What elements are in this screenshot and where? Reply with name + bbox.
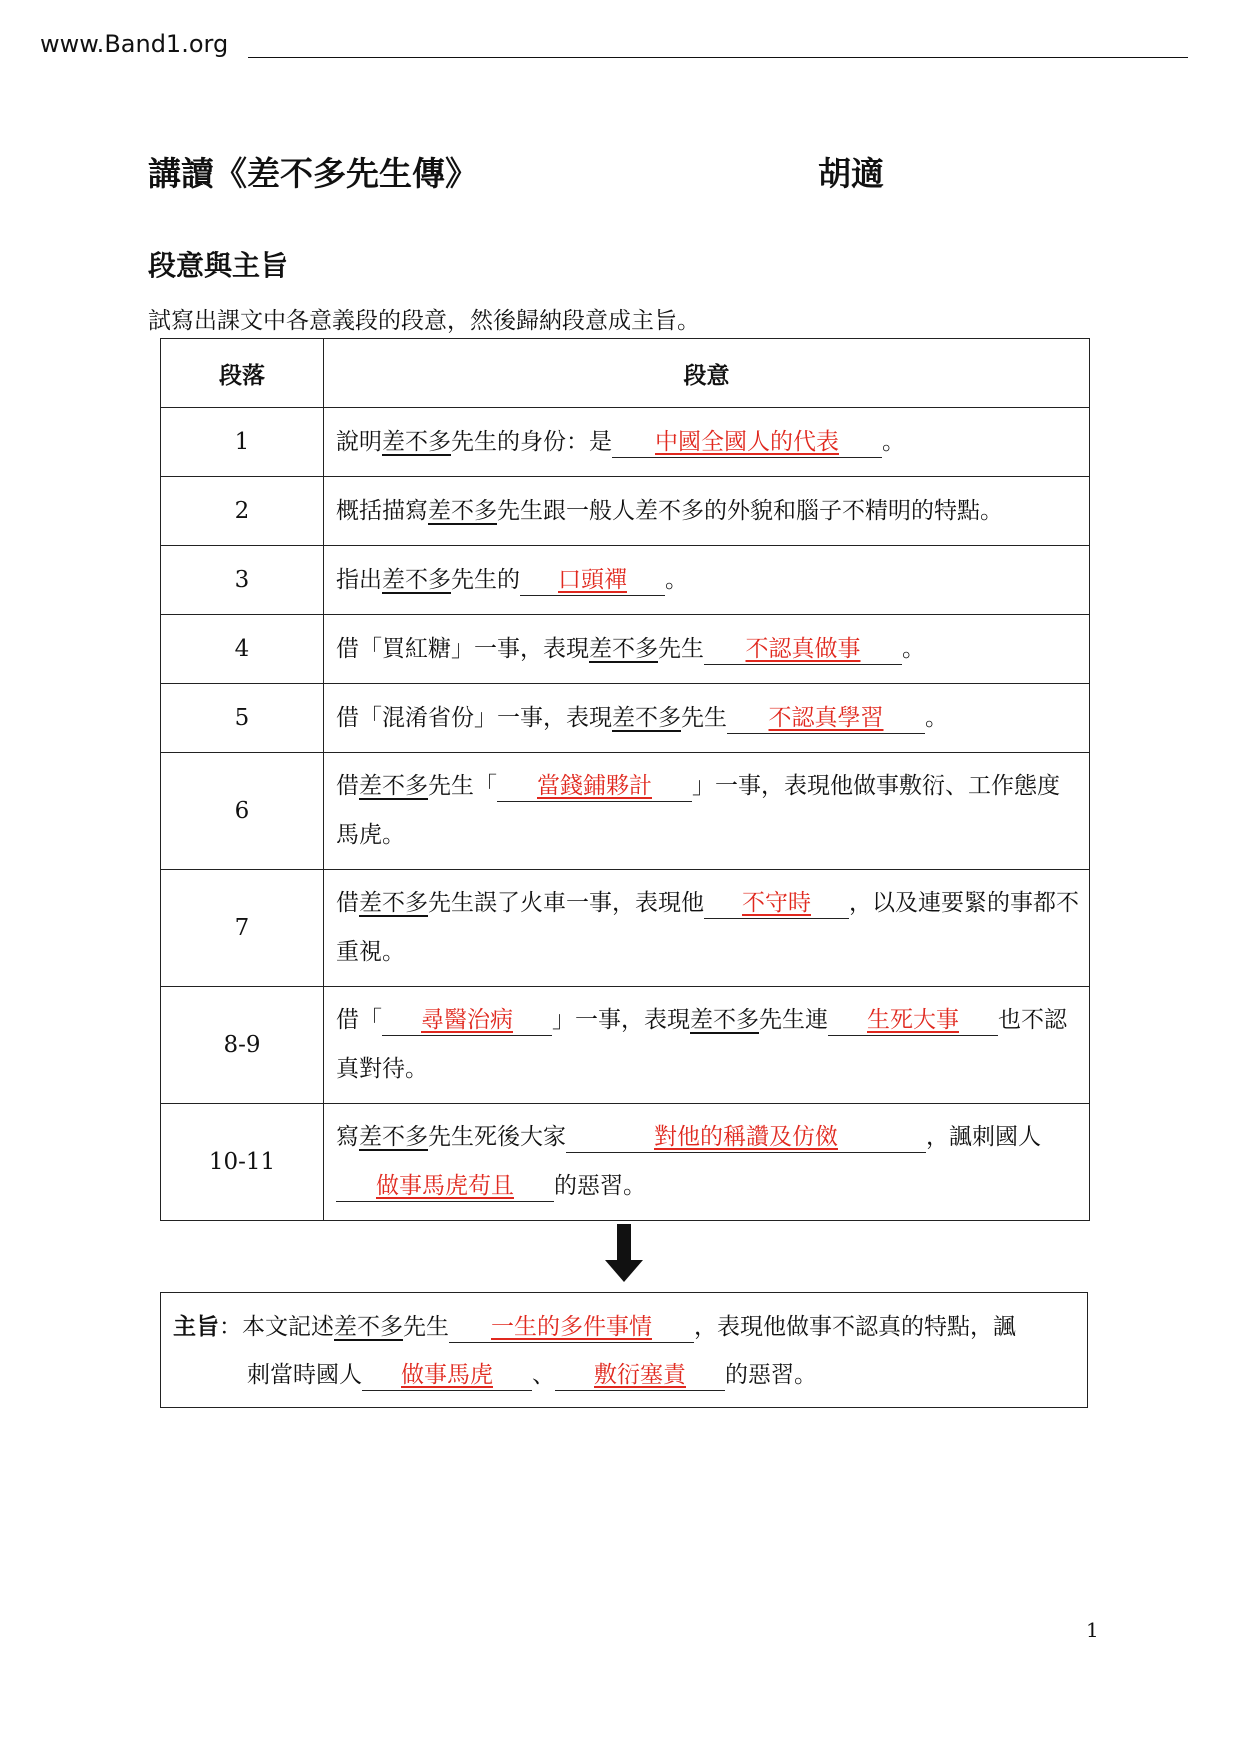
answer-blank: 生死大事 <box>828 1005 998 1036</box>
header-paragraph: 段落 <box>161 339 324 408</box>
row-meaning: 借「混淆省份」一事，表現差不多先生 不認真學習 。 <box>324 684 1090 753</box>
down-arrow-icon <box>605 1224 643 1282</box>
name-underlined: 差不多 <box>612 704 681 731</box>
theme-line-2: 刺當時國人 做事馬虎 、 敷衍塞責 的惡習。 <box>247 1355 817 1395</box>
row-meaning: 說明差不多先生的身份：是 中國全國人的代表 。 <box>324 408 1090 477</box>
answer-blank: 一生的多件事情 <box>449 1312 694 1343</box>
table-row <box>161 987 1090 1104</box>
answer-blank: 不認真學習 <box>727 703 925 734</box>
author: 胡適 <box>818 154 884 193</box>
table-row <box>161 615 1090 684</box>
row-number: 3 <box>161 546 324 615</box>
theme-box <box>160 1292 1088 1408</box>
name-underlined: 差不多 <box>359 773 428 799</box>
answer-blank: 做事馬虎 <box>362 1360 532 1391</box>
row-number: 4 <box>161 615 324 684</box>
header-meaning: 段意 <box>324 339 1090 408</box>
answer-blank: 當錢鋪夥計 <box>497 771 692 802</box>
theme-line-1: 主旨：本文記述差不多先生 一生的多件事情 ，表現他做事不認真的特點，諷 <box>173 1307 1016 1347</box>
row-number: 2 <box>161 477 324 546</box>
table-row <box>161 408 1090 477</box>
row-meaning: 寫差不多先生死後大家 對他的稱讚及仿傚 ，諷刺國人做事馬虎苟且 的惡習。 <box>324 1104 1090 1221</box>
answer-blank: 做事馬虎苟且 <box>336 1171 554 1202</box>
name-underlined: 差不多 <box>428 497 497 524</box>
row-number: 8-9 <box>161 987 324 1104</box>
table-row <box>161 753 1090 870</box>
paragraph-meaning-table <box>160 338 1090 1221</box>
row-number: 1 <box>161 408 324 477</box>
name-underlined: 差不多 <box>382 428 451 455</box>
row-meaning: 指出差不多先生的 口頭禪 。 <box>324 546 1090 615</box>
row-meaning: 概括描寫差不多先生跟一般人差不多的外貌和腦子不精明的特點。 <box>324 477 1090 546</box>
section-title: 段意與主旨 <box>148 249 289 282</box>
name-underlined: 差不多 <box>359 890 428 916</box>
row-meaning: 借「 尋醫治病 」一事，表現差不多先生連 生死大事 也不認真對待。 <box>324 987 1090 1104</box>
page-number: 1 <box>1086 1618 1099 1642</box>
name-underlined: 差不多 <box>589 635 658 662</box>
name-underlined: 差不多 <box>690 1007 759 1033</box>
answer-blank: 不認真做事 <box>704 634 902 665</box>
row-number: 6 <box>161 753 324 870</box>
name-underlined: 差不多 <box>334 1314 403 1340</box>
table-row <box>161 684 1090 753</box>
row-meaning: 借「買紅糖」一事，表現差不多先生 不認真做事 。 <box>324 615 1090 684</box>
answer-blank: 中國全國人的代表 <box>612 427 882 458</box>
table-row <box>161 1104 1090 1221</box>
answer-blank: 尋醫治病 <box>382 1005 552 1036</box>
page-title: 講讀《差不多先生傳》 <box>148 154 478 193</box>
site-url: www.Band1.org <box>40 30 229 58</box>
row-number: 5 <box>161 684 324 753</box>
name-underlined: 差不多 <box>359 1124 428 1150</box>
theme-label: 主旨 <box>173 1314 219 1340</box>
row-number: 10-11 <box>161 1104 324 1221</box>
answer-blank: 不守時 <box>704 888 849 919</box>
answer-blank: 口頭禪 <box>520 565 665 596</box>
name-underlined: 差不多 <box>382 566 451 593</box>
table-row <box>161 870 1090 987</box>
header-rule <box>248 57 1188 58</box>
row-number: 7 <box>161 870 324 987</box>
row-meaning: 借差不多先生誤了火車一事，表現他 不守時 ，以及連要緊的事都不重視。 <box>324 870 1090 987</box>
table-row <box>161 477 1090 546</box>
answer-blank: 敷衍塞責 <box>555 1360 725 1391</box>
instruction-text: 試寫出課文中各意義段的段意，然後歸納段意成主旨。 <box>148 308 700 334</box>
answer-blank: 對他的稱讚及仿傚 <box>566 1122 926 1153</box>
table-row <box>161 546 1090 615</box>
row-meaning: 借差不多先生「 當錢鋪夥計 」一事，表現他做事敷衍、工作態度馬虎。 <box>324 753 1090 870</box>
